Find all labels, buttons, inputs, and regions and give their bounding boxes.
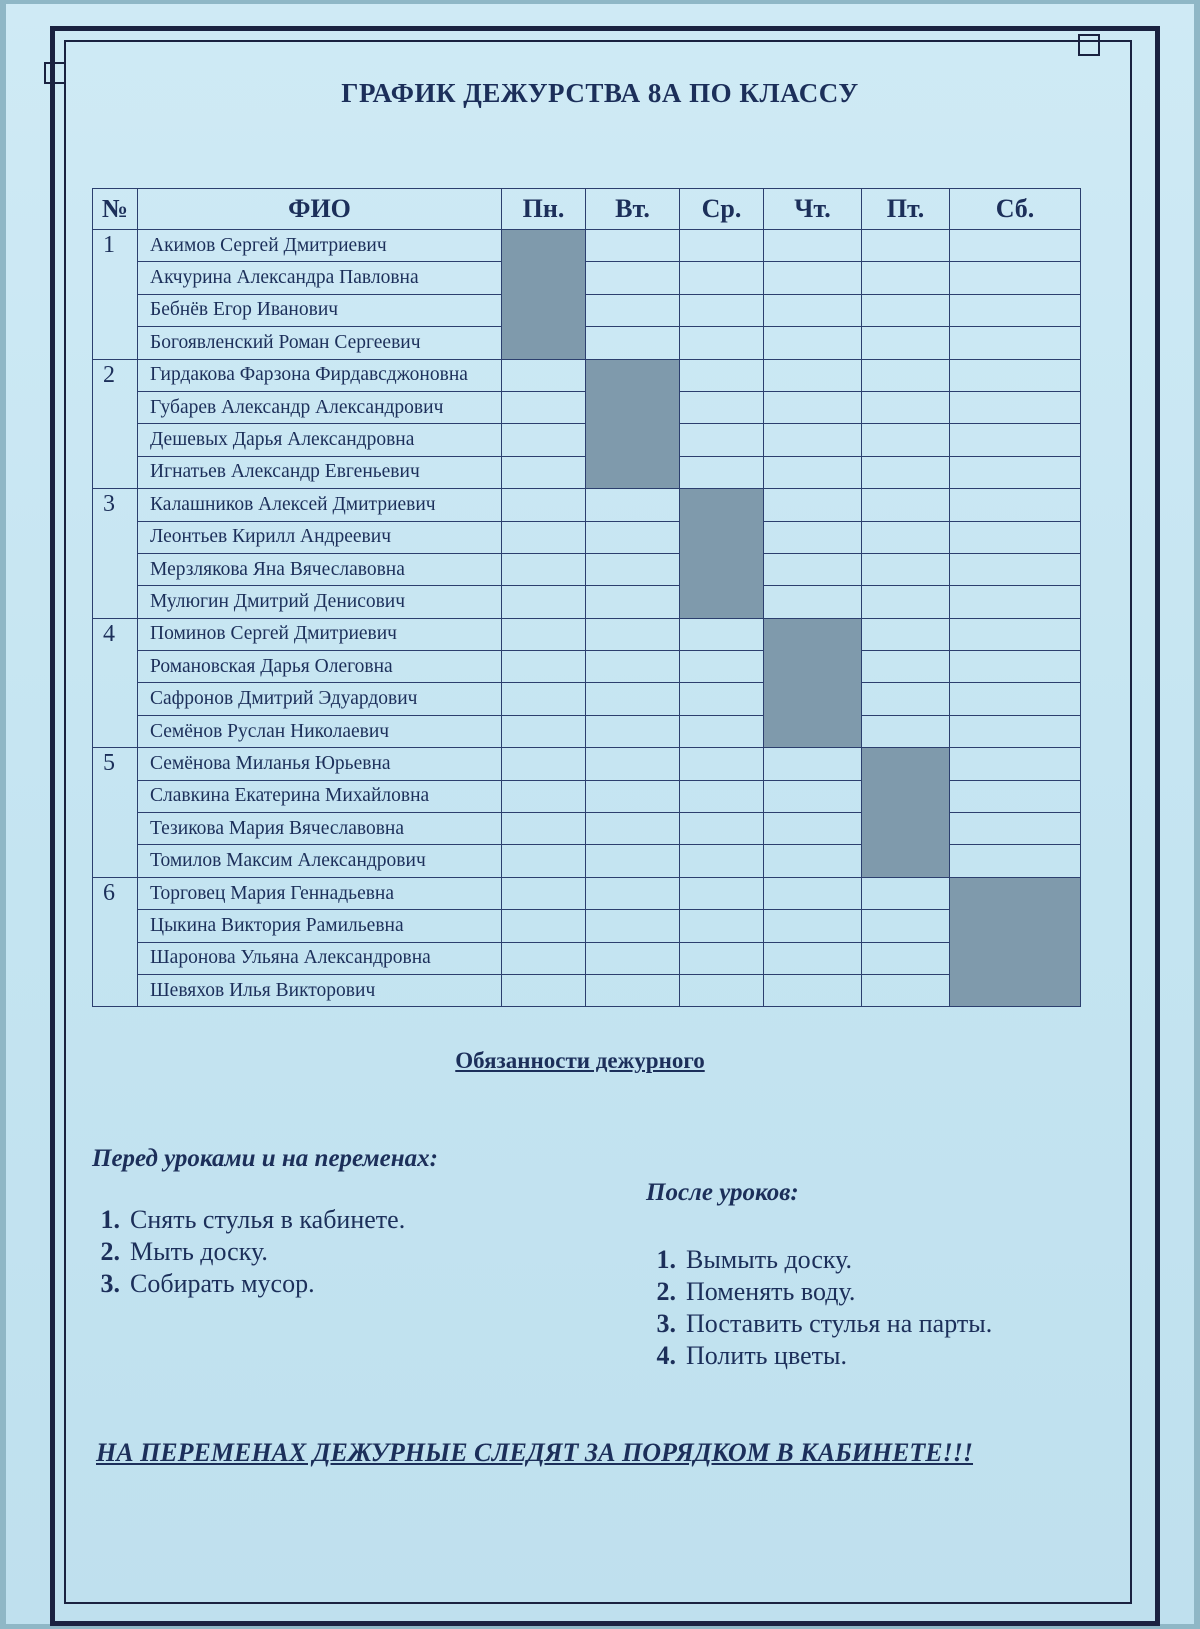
day-cell-tuesday — [586, 715, 680, 747]
table-row — [93, 294, 1081, 326]
student-name: Сафронов Дмитрий Эдуардович — [138, 683, 502, 715]
table-row — [93, 942, 1081, 974]
day-cell-thursday — [764, 910, 862, 942]
day-cell-wednesday — [680, 391, 764, 423]
student-name: Романовская Дарья Олеговна — [138, 651, 502, 683]
day-cell-friday — [862, 456, 950, 488]
student-name: Тезикова Мария Вячеславовна — [138, 813, 502, 845]
day-cell-monday — [502, 586, 586, 618]
day-cell-thursday — [764, 586, 862, 618]
day-cell-thursday — [764, 553, 862, 585]
day-cell-saturday — [950, 521, 1081, 553]
day-cell-monday — [502, 845, 586, 877]
group-number: 1 — [93, 230, 138, 360]
student-name: Акимов Сергей Дмитриевич — [138, 230, 502, 262]
day-cell-wednesday — [680, 877, 764, 909]
student-name: Бебнёв Егор Иванович — [138, 294, 502, 326]
student-name: Леонтьев Кирилл Андреевич — [138, 521, 502, 553]
column-header-wednesday: Ср. — [680, 189, 764, 230]
day-cell-tuesday — [586, 813, 680, 845]
student-name: Торговец Мария Геннадьевна — [138, 877, 502, 909]
day-cell-wednesday — [680, 262, 764, 294]
day-cell-monday — [502, 521, 586, 553]
student-name: Поминов Сергей Дмитриевич — [138, 618, 502, 650]
day-cell-monday — [502, 553, 586, 585]
group-number: 6 — [93, 877, 138, 1007]
group-number: 3 — [93, 489, 138, 619]
day-cell-tuesday — [586, 780, 680, 812]
day-cell-monday — [502, 780, 586, 812]
student-name: Цыкина Виктория Рамильевна — [138, 910, 502, 942]
column-header-saturday: Сб. — [950, 189, 1081, 230]
table-row — [93, 359, 1081, 391]
table-row — [93, 974, 1081, 1006]
column-header-monday: Пн. — [502, 189, 586, 230]
day-cell-monday — [502, 974, 586, 1006]
day-cell-friday — [862, 715, 950, 747]
list-item: 3. Поставить стулья на парты. — [656, 1309, 993, 1338]
table-header-row — [93, 189, 1081, 230]
border-corner-ornament — [1078, 34, 1100, 56]
day-cell-thursday — [764, 391, 862, 423]
day-cell-thursday — [764, 456, 862, 488]
after-lessons-list — [642, 1244, 992, 1372]
day-cell-saturday — [950, 294, 1081, 326]
table-row — [93, 262, 1081, 294]
table-row — [93, 877, 1081, 909]
student-name: Гирдакова Фарзона Фирдавсджоновна — [138, 359, 502, 391]
day-cell-saturday — [950, 230, 1081, 262]
day-cell-friday — [862, 489, 950, 521]
day-cell-monday — [502, 715, 586, 747]
day-cell-wednesday — [680, 813, 764, 845]
day-cell-tuesday — [586, 553, 680, 585]
day-cell-friday — [862, 521, 950, 553]
day-cell-wednesday — [680, 845, 764, 877]
column-header-friday: Пт. — [862, 189, 950, 230]
student-name: Калашников Алексей Дмитриевич — [138, 489, 502, 521]
student-name: Мулюгин Дмитрий Денисович — [138, 586, 502, 618]
table-row — [93, 489, 1081, 521]
list-item: 1. Снять стулья в кабинете. — [100, 1205, 406, 1234]
day-cell-monday — [502, 424, 586, 456]
day-cell-friday — [862, 877, 950, 909]
day-cell-wednesday — [680, 974, 764, 1006]
student-name: Акчурина Александра Павловна — [138, 262, 502, 294]
day-cell-saturday — [950, 845, 1081, 877]
day-cell-monday — [502, 489, 586, 521]
day-cell-thursday — [764, 294, 862, 326]
day-cell-thursday — [764, 424, 862, 456]
day-cell-monday — [502, 359, 586, 391]
day-cell-saturday — [950, 748, 1081, 780]
day-cell-friday — [862, 327, 950, 359]
day-cell-wednesday — [680, 294, 764, 326]
day-cell-saturday — [950, 489, 1081, 521]
day-cell-monday — [502, 391, 586, 423]
duty-day-cell-saturday — [950, 877, 1081, 1007]
student-name: Семёнов Руслан Николаевич — [138, 715, 502, 747]
day-cell-friday — [862, 974, 950, 1006]
day-cell-tuesday — [586, 910, 680, 942]
day-cell-saturday — [950, 715, 1081, 747]
student-name: Богоявленский Роман Сергеевич — [138, 327, 502, 359]
day-cell-wednesday — [680, 424, 764, 456]
table-row — [93, 586, 1081, 618]
day-cell-tuesday — [586, 521, 680, 553]
day-cell-friday — [862, 553, 950, 585]
table-row — [93, 521, 1081, 553]
day-cell-saturday — [950, 327, 1081, 359]
after-lessons-heading: После уроков: — [646, 1179, 799, 1206]
day-cell-thursday — [764, 359, 862, 391]
day-cell-monday — [502, 456, 586, 488]
table-row — [93, 651, 1081, 683]
day-cell-wednesday — [680, 748, 764, 780]
day-cell-saturday — [950, 618, 1081, 650]
student-name: Шаронова Ульяна Александровна — [138, 942, 502, 974]
day-cell-tuesday — [586, 294, 680, 326]
day-cell-monday — [502, 618, 586, 650]
day-cell-tuesday — [586, 586, 680, 618]
day-cell-tuesday — [586, 262, 680, 294]
group-number: 4 — [93, 618, 138, 748]
notice-banner: НА ПЕРЕМЕНАХ ДЕЖУРНЫЕ СЛЕДЯТ ЗА ПОРЯДКОМ В КАБИНЕТЕ!!! — [96, 1438, 974, 1467]
day-cell-thursday — [764, 813, 862, 845]
day-cell-monday — [502, 683, 586, 715]
duty-day-cell-friday — [862, 748, 950, 878]
day-cell-monday — [502, 748, 586, 780]
day-cell-saturday — [950, 586, 1081, 618]
day-cell-monday — [502, 813, 586, 845]
day-cell-thursday — [764, 748, 862, 780]
day-cell-wednesday — [680, 651, 764, 683]
student-name: Семёнова Миланья Юрьевна — [138, 748, 502, 780]
day-cell-thursday — [764, 845, 862, 877]
column-header-name: ФИО — [138, 189, 502, 230]
day-cell-saturday — [950, 813, 1081, 845]
day-cell-wednesday — [680, 230, 764, 262]
day-cell-saturday — [950, 780, 1081, 812]
day-cell-tuesday — [586, 327, 680, 359]
table-row — [93, 910, 1081, 942]
list-item: 2. Мыть доску. — [100, 1237, 268, 1266]
day-cell-friday — [862, 683, 950, 715]
day-cell-saturday — [950, 391, 1081, 423]
student-name: Дешевых Дарья Александровна — [138, 424, 502, 456]
column-header-number: № — [93, 189, 138, 230]
day-cell-thursday — [764, 780, 862, 812]
day-cell-wednesday — [680, 683, 764, 715]
day-cell-wednesday — [680, 910, 764, 942]
day-cell-monday — [502, 651, 586, 683]
column-header-thursday: Чт. — [764, 189, 862, 230]
student-name: Мерзлякова Яна Вячеславовна — [138, 553, 502, 585]
day-cell-saturday — [950, 553, 1081, 585]
group-number: 2 — [93, 359, 138, 489]
day-cell-saturday — [950, 359, 1081, 391]
day-cell-friday — [862, 294, 950, 326]
list-item: 1. Вымыть доску. — [656, 1245, 853, 1274]
table-body — [93, 230, 1081, 1007]
day-cell-saturday — [950, 456, 1081, 488]
day-cell-wednesday — [680, 618, 764, 650]
day-cell-tuesday — [586, 748, 680, 780]
day-cell-friday — [862, 942, 950, 974]
column-header-tuesday: Вт. — [586, 189, 680, 230]
day-cell-thursday — [764, 942, 862, 974]
day-cell-thursday — [764, 230, 862, 262]
day-cell-wednesday — [680, 456, 764, 488]
day-cell-friday — [862, 651, 950, 683]
group-number: 5 — [93, 748, 138, 878]
student-name: Томилов Максим Александрович — [138, 845, 502, 877]
list-item: 4. Полить цветы. — [656, 1341, 847, 1370]
student-name: Шевяхов Илья Викторович — [138, 974, 502, 1006]
table-row — [93, 748, 1081, 780]
day-cell-tuesday — [586, 618, 680, 650]
day-cell-friday — [862, 618, 950, 650]
table-row — [93, 618, 1081, 650]
day-cell-friday — [862, 586, 950, 618]
day-cell-saturday — [950, 651, 1081, 683]
day-cell-friday — [862, 391, 950, 423]
day-cell-monday — [502, 942, 586, 974]
day-cell-tuesday — [586, 845, 680, 877]
day-cell-wednesday — [680, 715, 764, 747]
before-lessons-list — [86, 1204, 405, 1300]
before-lessons-heading: Перед уроками и на переменах: — [92, 1145, 438, 1172]
duty-day-cell-monday — [502, 230, 586, 360]
table-row — [93, 683, 1081, 715]
day-cell-wednesday — [680, 359, 764, 391]
duties-heading: Обязанности дежурного — [455, 1048, 705, 1073]
day-cell-monday — [502, 910, 586, 942]
day-cell-thursday — [764, 262, 862, 294]
duty-schedule-table — [92, 188, 1081, 1007]
day-cell-thursday — [764, 489, 862, 521]
table-row — [93, 327, 1081, 359]
day-cell-saturday — [950, 262, 1081, 294]
list-item: 2. Поменять воду. — [656, 1277, 856, 1306]
day-cell-wednesday — [680, 942, 764, 974]
student-name: Губарев Александр Александрович — [138, 391, 502, 423]
day-cell-friday — [862, 230, 950, 262]
day-cell-wednesday — [680, 327, 764, 359]
list-item: 3. Собирать мусор. — [100, 1269, 315, 1298]
duty-day-cell-wednesday — [680, 489, 764, 619]
day-cell-tuesday — [586, 942, 680, 974]
day-cell-monday — [502, 877, 586, 909]
day-cell-friday — [862, 424, 950, 456]
day-cell-thursday — [764, 877, 862, 909]
day-cell-tuesday — [586, 651, 680, 683]
day-cell-thursday — [764, 521, 862, 553]
day-cell-friday — [862, 910, 950, 942]
student-name: Славкина Екатерина Михайловна — [138, 780, 502, 812]
page-title: ГРАФИК ДЕЖУРСТВА 8А ПО КЛАССУ — [341, 78, 859, 108]
day-cell-saturday — [950, 424, 1081, 456]
table-row — [93, 715, 1081, 747]
day-cell-tuesday — [586, 974, 680, 1006]
day-cell-tuesday — [586, 489, 680, 521]
day-cell-saturday — [950, 683, 1081, 715]
duty-day-cell-thursday — [764, 618, 862, 748]
day-cell-tuesday — [586, 230, 680, 262]
student-name: Игнатьев Александр Евгеньевич — [138, 456, 502, 488]
day-cell-tuesday — [586, 877, 680, 909]
day-cell-tuesday — [586, 683, 680, 715]
table-row — [93, 230, 1081, 262]
day-cell-wednesday — [680, 780, 764, 812]
table-row — [93, 553, 1081, 585]
day-cell-thursday — [764, 974, 862, 1006]
duty-day-cell-tuesday — [586, 359, 680, 489]
day-cell-friday — [862, 262, 950, 294]
day-cell-thursday — [764, 327, 862, 359]
day-cell-friday — [862, 359, 950, 391]
